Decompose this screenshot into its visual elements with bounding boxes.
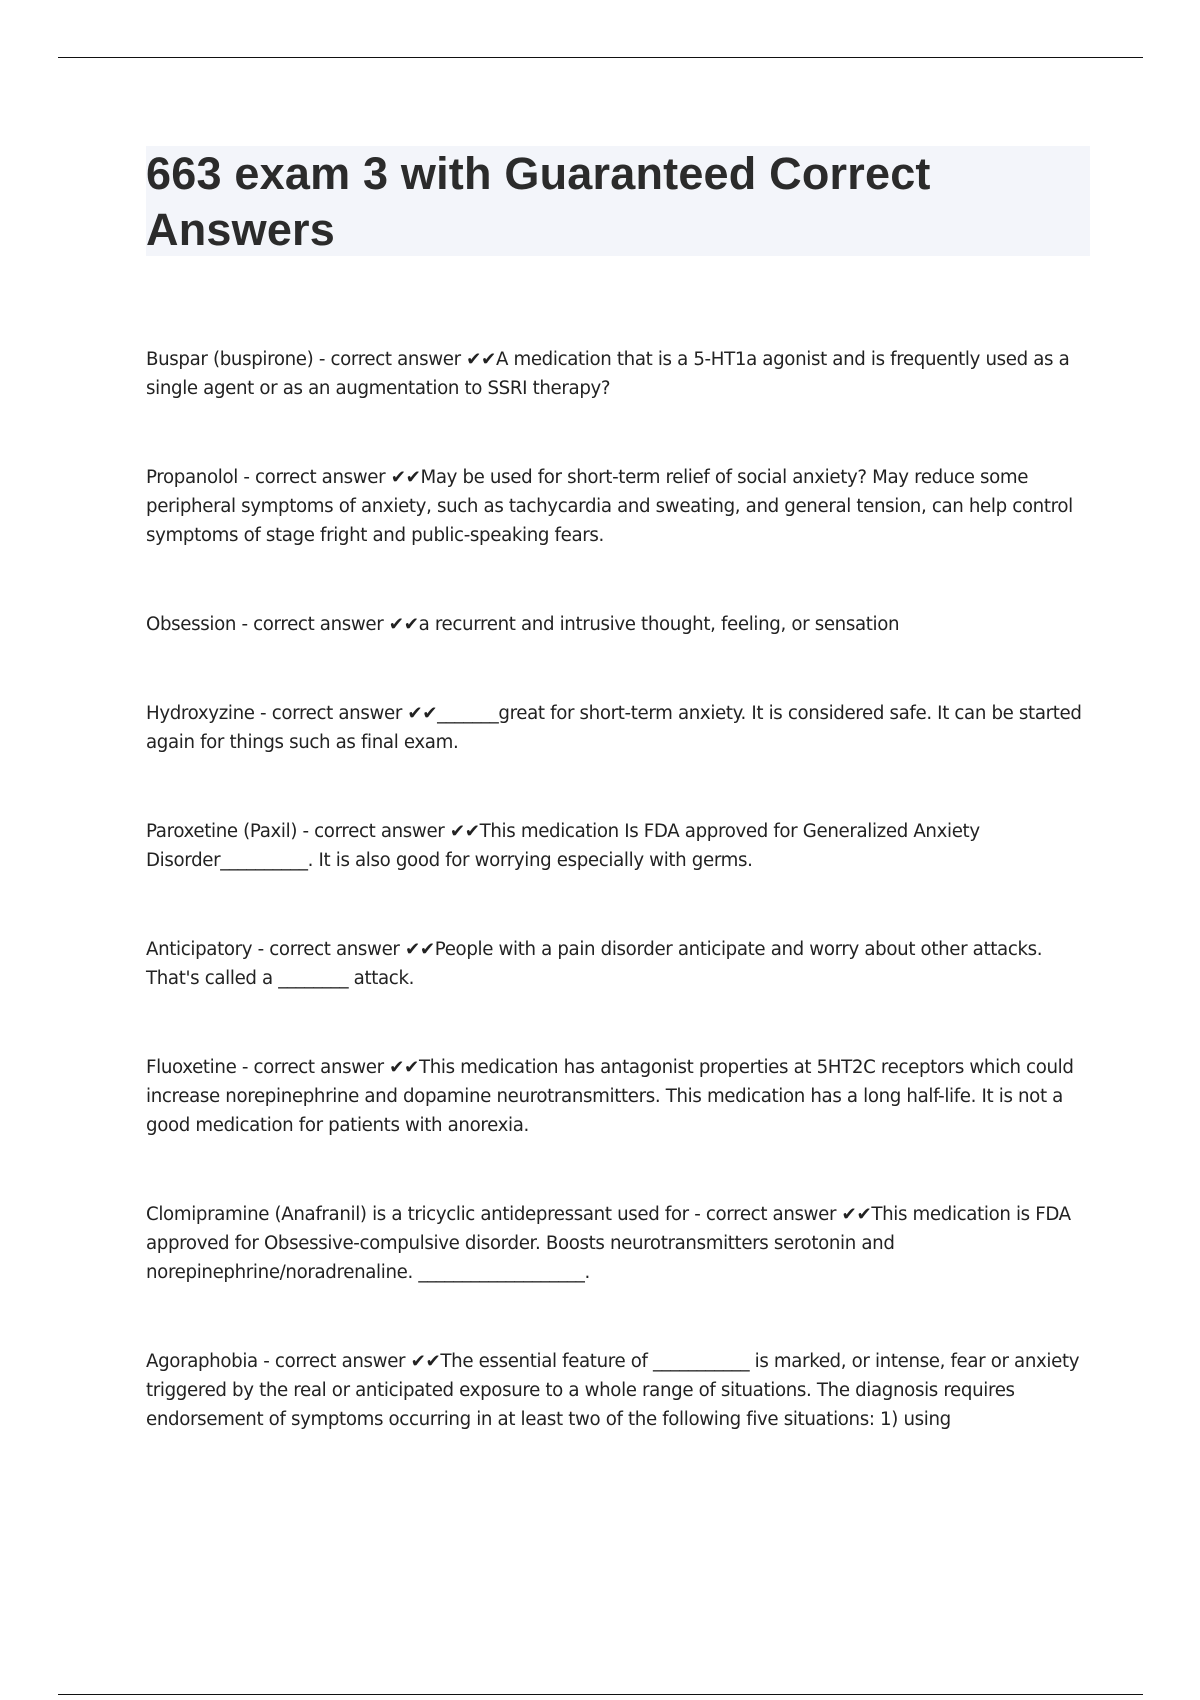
- qa-item: [146, 935, 1090, 993]
- answer-marker: correct answer ✔✔: [314, 821, 480, 842]
- answer-marker: correct answer ✔✔: [274, 1351, 441, 1372]
- qa-answer: _______great for short-term anxiety. It is considered safe. It can be started again for things such as final exam.: [146, 703, 1082, 753]
- qa-term: Buspar (buspirone): [146, 349, 314, 370]
- qa-item: [146, 1200, 1090, 1287]
- qa-separator: -: [254, 703, 272, 724]
- bottom-rule: [58, 1694, 1143, 1695]
- answer-marker: correct answer ✔✔: [255, 467, 421, 488]
- qa-term: Anticipatory: [146, 939, 253, 960]
- top-rule: [58, 57, 1143, 58]
- title-block: [146, 146, 1090, 256]
- qa-answer: This medication Is FDA approved for Generalized Anxiety Disorder__________. It is also good for worrying especially with germs.: [146, 821, 980, 871]
- qa-separator: -: [313, 349, 331, 370]
- qa-term: Fluoxetine: [146, 1057, 237, 1078]
- answer-marker: correct answer ✔✔: [271, 703, 438, 724]
- answer-marker: correct answer ✔✔: [253, 614, 419, 635]
- qa-item: [146, 1347, 1090, 1434]
- qa-term: Propanolol: [146, 467, 238, 488]
- qa-item: [146, 699, 1090, 757]
- qa-answer: People with a pain disorder anticipate and worry about other attacks. That's called a ________ attack.: [146, 939, 1043, 989]
- qa-answer: a recurrent and intrusive thought, feeling, or sensation: [418, 614, 900, 635]
- qa-term: Agoraphobia: [146, 1351, 258, 1372]
- qa-term: Clomipramine (Anafranil) is a tricyclic antidepressant used for: [146, 1204, 689, 1225]
- qa-separator: -: [252, 939, 270, 960]
- qa-item: [146, 817, 1090, 875]
- answer-marker: correct answer ✔✔: [330, 349, 496, 370]
- qa-answer: A medication that is a 5-HT1a agonist and is frequently used as a single agent or as an augmentation to SSRI therapy?: [146, 349, 1070, 399]
- answer-marker: correct answer ✔✔: [253, 1057, 419, 1078]
- qa-item: [146, 1053, 1090, 1140]
- qa-answer: This medication has antagonist properties at 5HT2C receptors which could increase norepinephrine and dopamine neurotransmitters. This medication has a long half-life. It is not a good medication for patients with anorexia.: [146, 1057, 1074, 1136]
- qa-item: [146, 463, 1090, 550]
- qa-separator: -: [297, 821, 315, 842]
- qa-term: Obsession: [146, 614, 237, 635]
- qa-answer: This medication is FDA approved for Obsessive-compulsive disorder. Boosts neurotransmitters serotonin and norepinephrine/noradrenaline. ___________________.: [146, 1204, 1071, 1283]
- qa-term: Hydroxyzine: [146, 703, 255, 724]
- answer-marker: correct answer ✔✔: [705, 1204, 872, 1225]
- answer-marker: correct answer ✔✔: [269, 939, 435, 960]
- qa-separator: -: [688, 1204, 706, 1225]
- page-title: 663 exam 3 with Guaranteed Correct Answers: [146, 148, 931, 255]
- qa-separator: -: [236, 1057, 254, 1078]
- qa-list: [146, 345, 1090, 1494]
- qa-item: [146, 610, 1090, 639]
- qa-answer: The essential feature of ___________ is marked, or intense, fear or anxiety triggered by the real or anticipated exposure to a whole range of situations. The diagnosis requires endorsement of symptoms occurring in at least two of the following five situations: 1) using: [146, 1351, 1080, 1430]
- qa-separator: -: [237, 467, 256, 488]
- qa-item: [146, 345, 1090, 403]
- qa-answer: May be used for short-term relief of social anxiety? May reduce some peripheral symptoms of anxiety, such as tachycardia and sweating, and general tension, can help control symptoms of stage fright and public-speaking fears.: [146, 467, 1073, 546]
- qa-separator: -: [236, 614, 254, 635]
- qa-term: Paroxetine (Paxil): [146, 821, 298, 842]
- qa-separator: -: [257, 1351, 275, 1372]
